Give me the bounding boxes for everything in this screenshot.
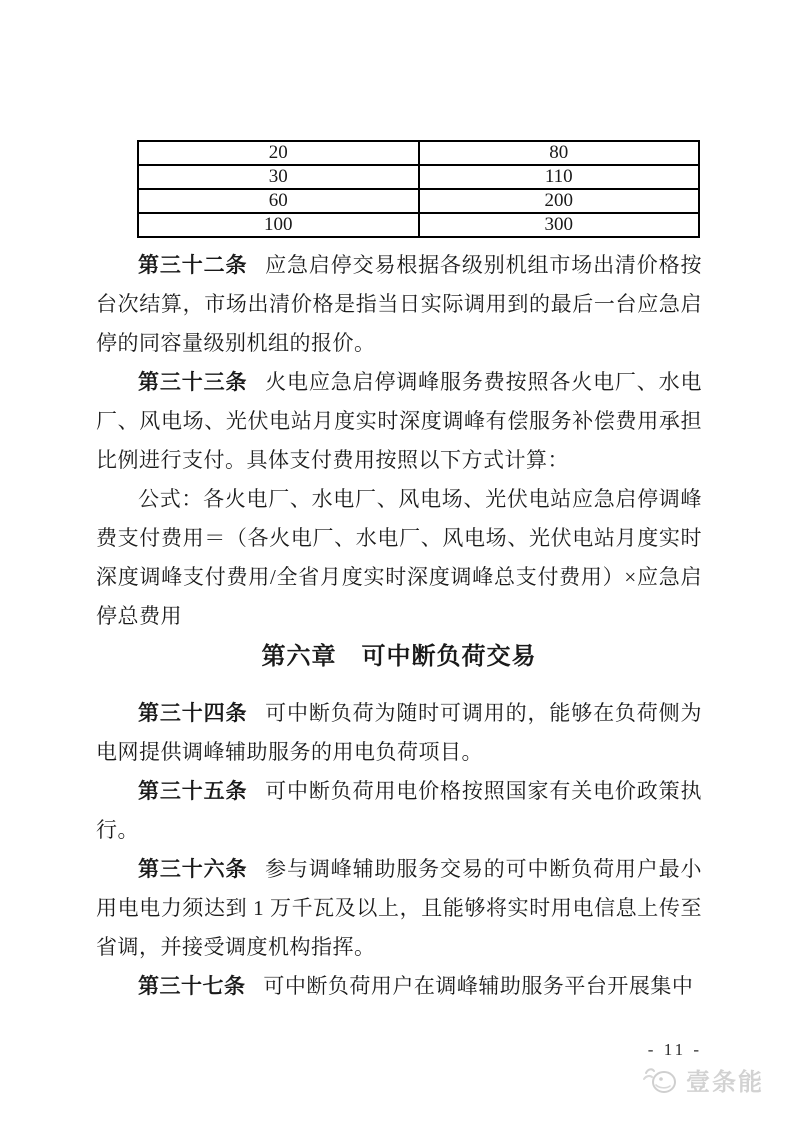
- formula-text: 公式：各火电厂、水电厂、风电场、光伏电站应急启停调峰费支付费用＝（各火电厂、水电厂、风电场、光伏电站月度实时深度调峰支付费用/全省月度实时深度调峰总支付费用）×应急启停总费用: [96, 487, 702, 628]
- article-34-text: 可中断负荷为随时可调用的，能够在负荷侧为电网提供调峰辅助服务的用电负荷项目。: [96, 701, 703, 764]
- table-row: [138, 213, 699, 237]
- watermark: [642, 1062, 764, 1097]
- table-row: [138, 165, 699, 189]
- article-32-paragraph: [96, 246, 702, 363]
- article-37-text: 可中断负荷用户在调峰辅助服务平台开展集中: [263, 974, 694, 998]
- article-32-text: 应急启停交易根据各级别机组市场出清价格按台次结算，市场出清价格是指当日实际调用到的最后一台应急启停的同容量级别机组的报价。: [96, 253, 703, 355]
- table-cell: 300: [419, 213, 700, 237]
- chapter-heading: 第六章 可中断负荷交易: [261, 643, 537, 670]
- table-cell: 200: [419, 189, 700, 213]
- table-cell: 60: [138, 189, 419, 213]
- article-36-number: 第三十六条: [138, 858, 248, 881]
- page-content: [96, 140, 702, 1006]
- article-33-paragraph: [96, 363, 702, 480]
- article-36-paragraph: [96, 850, 702, 967]
- table-cell: 100: [138, 213, 419, 237]
- article-36-text: 参与调峰辅助服务交易的可中断负荷用户最小用电电力须达到 1 万千瓦及以上，且能够将实时用电信息上传至省调，并接受调度机构指挥。: [96, 857, 703, 959]
- capacity-price-table: [137, 140, 700, 238]
- yitiaoneng-bird-logo-icon: [642, 1065, 680, 1095]
- table-row: [138, 141, 699, 165]
- text-body: [96, 246, 702, 1006]
- formula-paragraph: [96, 480, 702, 636]
- watermark-text: 壹条能: [686, 1069, 764, 1096]
- article-34-paragraph: [96, 694, 702, 772]
- table-cell: 30: [138, 165, 419, 189]
- article-32-number: 第三十二条: [138, 254, 248, 277]
- article-37-paragraph: [96, 967, 702, 1006]
- table-cell: 20: [138, 141, 419, 165]
- article-35-paragraph: [96, 772, 702, 850]
- article-33-text: 火电应急启停调峰服务费按照各火电厂、水电厂、风电场、光伏电站月度实时深度调峰有偿服务补偿费用承担比例进行支付。具体支付费用按照以下方式计算：: [96, 370, 703, 472]
- table-row: [138, 189, 699, 213]
- article-37-number: 第三十七条: [138, 975, 246, 998]
- table-cell: 110: [419, 165, 700, 189]
- article-35-number: 第三十五条: [138, 780, 248, 803]
- article-33-number: 第三十三条: [138, 371, 248, 394]
- article-34-number: 第三十四条: [138, 702, 248, 725]
- table-cell: 80: [419, 141, 700, 165]
- page-number: - 11 -: [647, 1040, 702, 1059]
- article-35-text: 可中断负荷用电价格按照国家有关电价政策执行。: [96, 779, 703, 842]
